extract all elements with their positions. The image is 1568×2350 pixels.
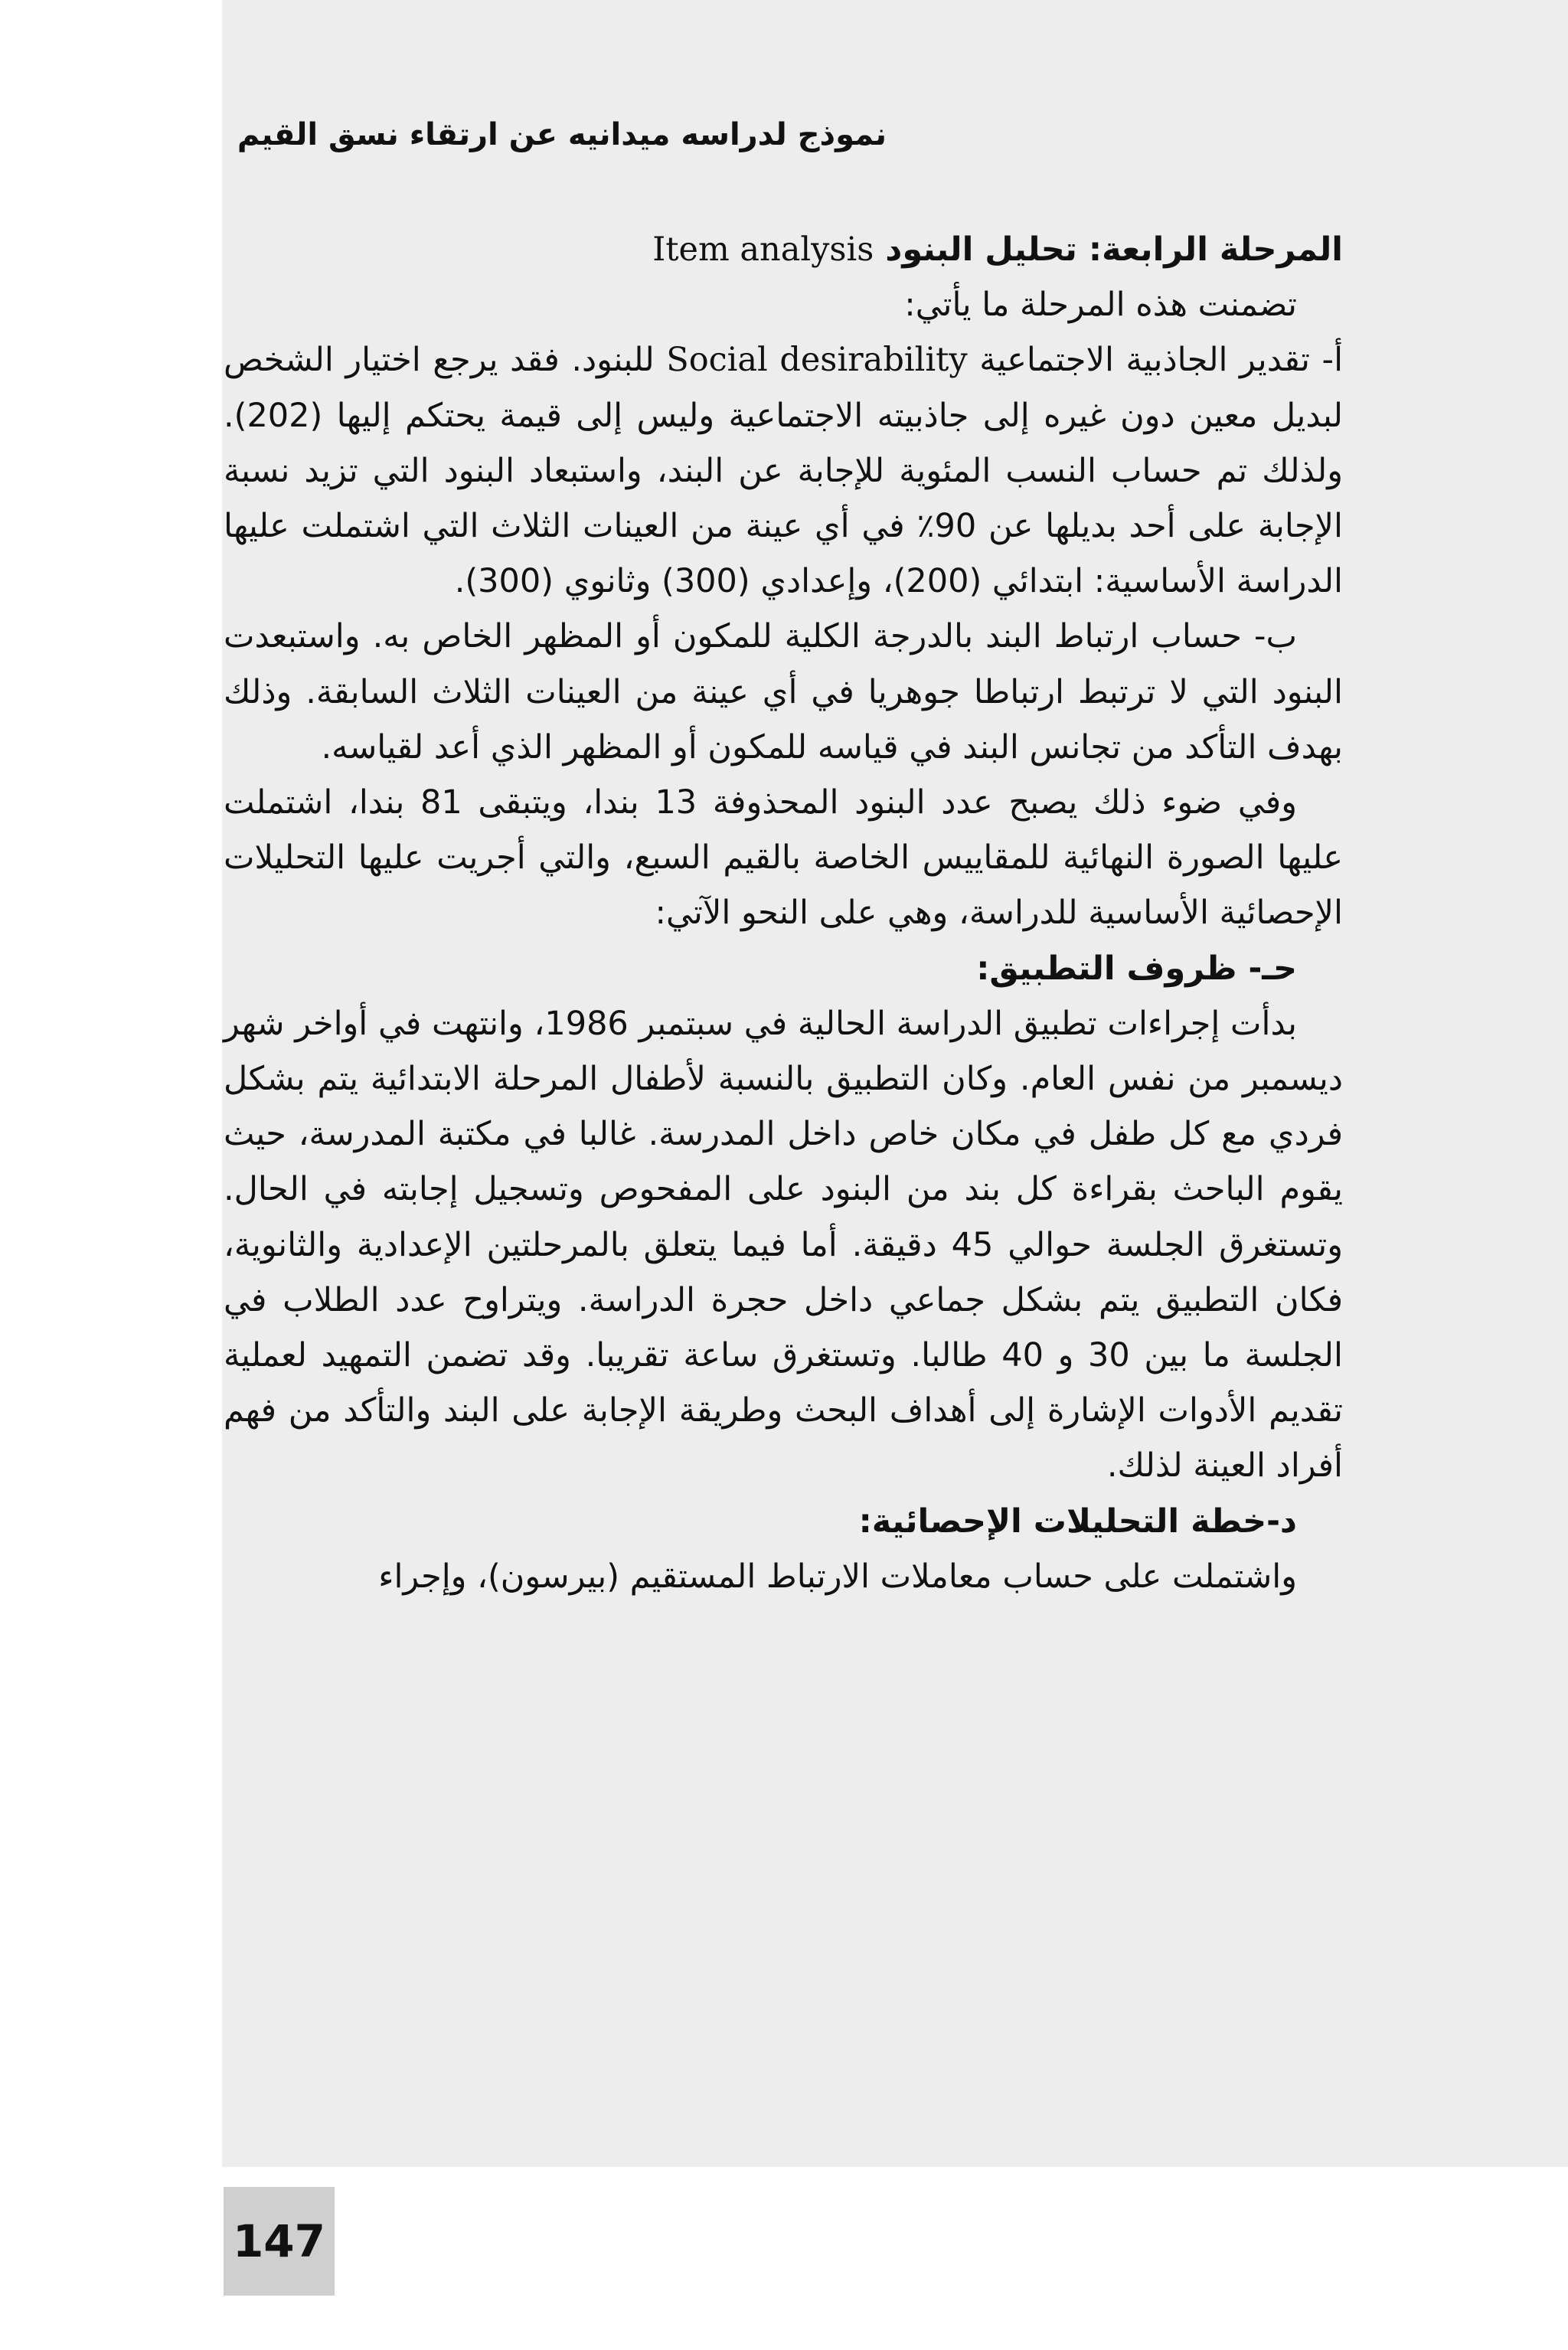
paragraph-a-rest: للبنود. فقد يرجع اختيار الشخص لبديل معين دون غيره إلى جاذبيته الاجتماعية وليس إلى قيمة يحتكم إليها (202). ولذلك تم حساب النسب المئوية للإجابة عن البند، واستبعاد البنود التي تزيد نسبة الإجابة على أحد بديلها عن 90٪ في أي عينة من العينات الثلاث التي اشتملت عليها الدراسة الأساسية: ابتدائي (200)، وإعدادي (300) وثانوي (300).	[224, 341, 1343, 601]
section-d-body: واشتملت على حساب معاملات الارتباط المستقيم (بيرسون)، وإجراء	[378, 1557, 1297, 1596]
running-header: نموذج لدراسه ميدانيه عن ارتقاء نسق القيم	[237, 117, 887, 152]
paragraph-b: ب- حساب ارتباط البند بالدرجة الكلية للمكون أو المظهر الخاص به. واستبعدت البنود التي لا ترتبط ارتباطا جوهريا في أي عينة من العينات الثلاث السابقة. وذلك بهدف التأكد من تجانس البند في قياسه للمكون أو المظهر الذي أعد لقياسه.	[224, 617, 1343, 766]
stage-four-title-ar: المرحلة الرابعة: تحليل البنود	[885, 230, 1343, 269]
stage-four-title-en: Item analysis	[652, 230, 874, 269]
section-c-body: بدأت إجراءات تطبيق الدراسة الحالية في سبتمبر 1986، وانتهت في أواخر شهر ديسمبر من نفس العام. وكان التطبيق بالنسبة لأطفال المرحلة الابتدائية يتم بشكل فردي مع كل طفل في مكان خاص داخل المدرسة. غالبا في مكتبة المدرسة، حيث يقوم الباحث بقراءة كل بند من البنود على المفحوص وتسجيل إجابته في الحال. وتستغرق الجلسة حوالي 45 دقيقة. أما فيما يتعلق بالمرحلتين الإعدادية والثانوية، فكان التطبيق يتم بشكل جماعي داخل حجرة الدراسة. ويتراوح عدد الطلاب في الجلسة ما بين 30 و 40 طالبا. وتستغرق ساعة تقريبا. وقد تضمن التمهيد لعملية تقديم الأدوات الإشارة إلى أهداف البحث وطريقة الإجابة على البند والتأكد من فهم أفراد العينة لذلك.	[224, 1004, 1344, 1486]
page-body	[224, 222, 1343, 1604]
page-number: 147	[224, 2187, 335, 2296]
stage-four-intro: تضمنت هذه المرحلة ما يأتي:	[904, 286, 1297, 325]
section-c-heading: حـ- ظروف التطبيق:	[976, 949, 1297, 988]
paragraph-a-english-term: Social desirability	[666, 341, 968, 380]
paragraph-a-start: أ- تقدير الجاذبية الاجتماعية	[979, 341, 1344, 380]
paragraph-result: وفي ضوء ذلك يصبح عدد البنود المحذوفة 13 بندا، ويتبقى 81 بندا، اشتملت عليها الصورة النهائية للمقاييس الخاصة بالقيم السبع، والتي أجريت عليها التحليلات الإحصائية الأساسية للدراسة، وهي على النحو الآتي:	[224, 783, 1343, 933]
section-d-heading: د-خطة التحليلات الإحصائية:	[858, 1502, 1297, 1541]
stage-four-heading	[224, 222, 1343, 277]
paragraph-a	[224, 332, 1343, 609]
